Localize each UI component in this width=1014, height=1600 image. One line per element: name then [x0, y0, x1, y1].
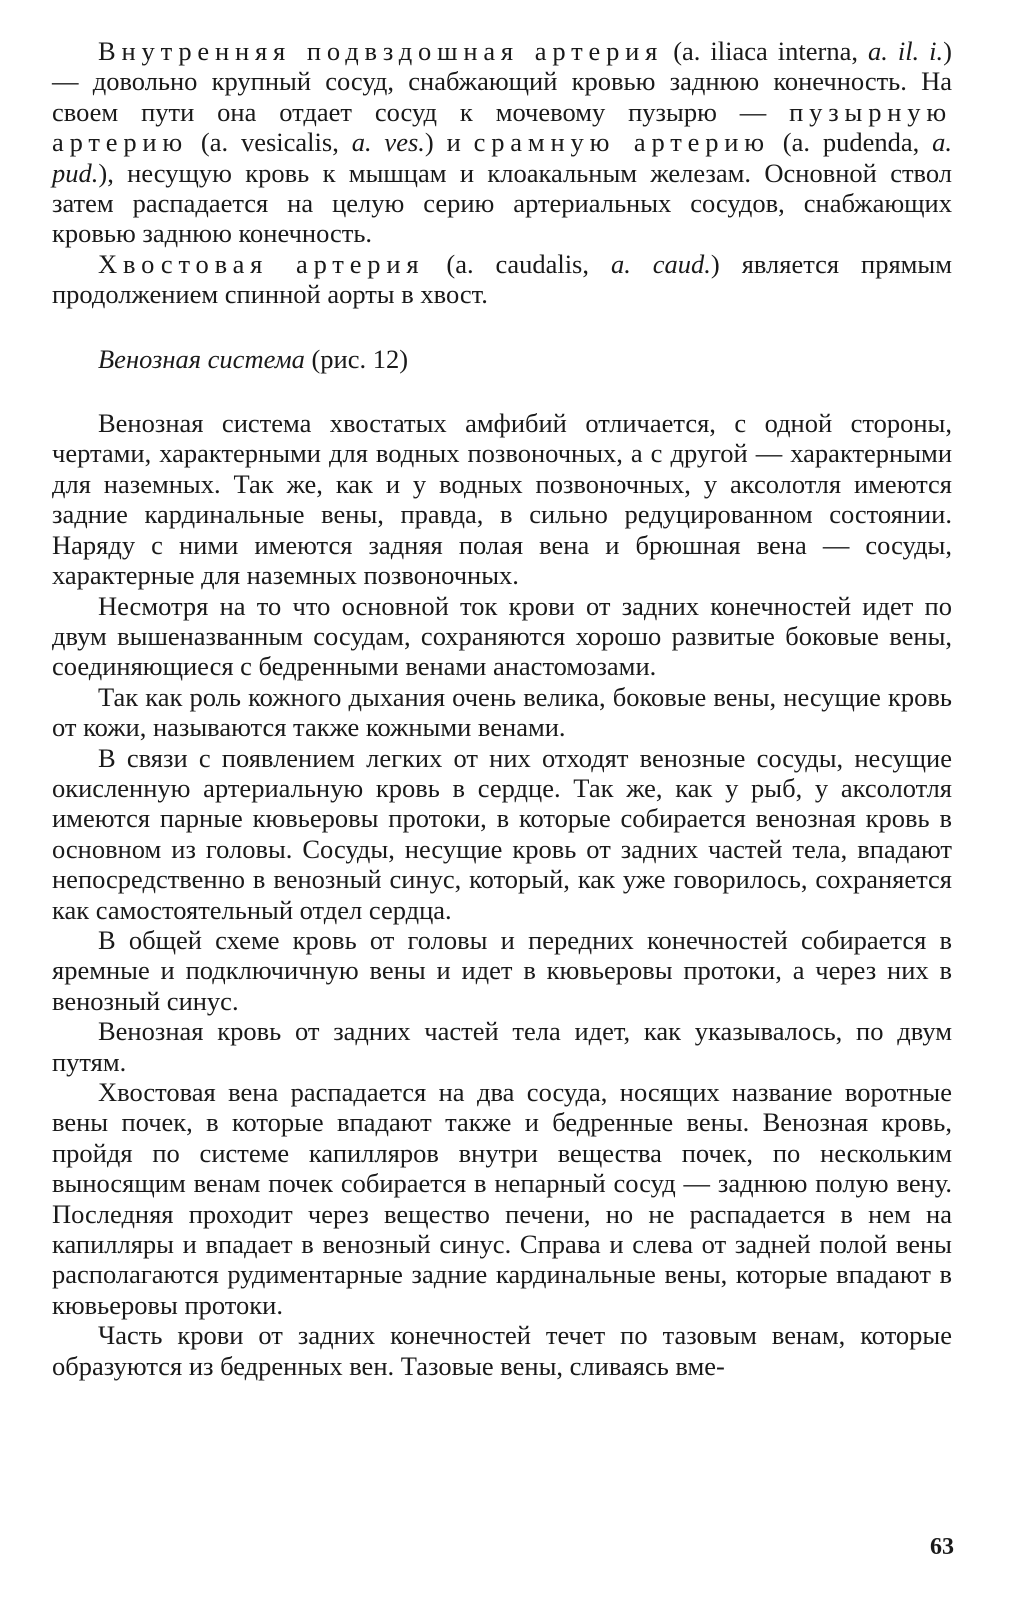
section-title: Венозная система: [98, 343, 305, 374]
paragraph-pelvic-veins: Часть крови от задних конечностей течет по тазовым венам, которые образуются из бедренных вен. Тазовые вены, сливаясь вме-: [52, 1320, 952, 1381]
paragraph-internal-iliac-artery: Внутренняя подвздошная артерия (a. iliaca interna, a. il. i.) — довольно крупный сосуд, снабжающий кровью заднюю конечность. На своем пути она отдает сосуд к мочевому пузырю — пузырную артерию (a. vesicalis, a. ves.) и срамную артерию (a. pudenda, a. pud.), несущую кровь к мышцам и клоакальным железам. Основной ствол затем распадается на целую серию артериальных сосудов, снабжающих кровью заднюю конечность.: [52, 36, 952, 249]
paragraph-caudal-artery: Хвостовая артерия (a. caudalis, a. caud.) является прямым продолжением спинной аорты в хвост.: [52, 248, 952, 310]
page-body: [52, 36, 952, 1381]
page-number: 63: [930, 1534, 954, 1560]
paragraph-caudal-vein: Хвостовая вена распадается на два сосуда, носящих название воротные вены почек, в которые впадают также и бедренные вены. Венозная кровь, пройдя по системе капилляров внутри вещества почек, по нескольким выносящим венам почек собирается в непарный сосуд — заднюю полую вену. Последняя проходит через вещество печени, но не распадается в нем на капилляры и впадает в венозный синус. Справа и слева от задней полой вены располагаются рудиментарные задние кардинальные вены, которые впадают в кювьеровы протоки.: [52, 1077, 952, 1320]
term-caudal-artery: Хвостовая артерия: [98, 248, 425, 279]
paragraph-pulmonary-veins: В связи с появлением легких от них отходят венозные сосуды, несущие окисленную артериальную кровь в сердце. Так же, как у рыб, у аксолотля имеются парные кювьеровы протоки, в которые собирается венозная кровь в основном из головы. Сосуды, несущие кровь от задних частей тела, впадают непосредственно в венозный синус, который, как уже говорилось, сохраняется как самостоятельный отдел сердца.: [52, 742, 952, 925]
figure-reference: (рис. 12): [304, 343, 409, 374]
paragraph-general-scheme: В общей схеме кровь от головы и передних конечностей собирается в яремные и подключичную вены и идет в кювьеровы протоки, а через них в венозный синус.: [52, 924, 952, 1016]
term-internal-iliac-artery: Внутренняя подвздошная артерия: [98, 36, 664, 66]
section-heading: [52, 344, 952, 374]
paragraph-lateral-veins: Несмотря на то что основной ток крови от задних конечностей идет по двум вышеназванным сосудам, сохраняются хорошо развитые боковые вены, соединяющиеся с бедренными венами анастомозами.: [52, 590, 952, 682]
term-pudendal-artery: срамную артерию: [473, 127, 770, 158]
paragraph-cutaneous-veins: Так как роль кожного дыхания очень велика, боковые вены, несущие кровь от кожи, называются также кожными венами.: [52, 681, 952, 743]
paragraph-venous-overview: Венозная система хвостатых амфибий отличается, с одной стороны, чертами, характерными для водных позвоночных, а с другой — характерными для наземных. Так же, как и у водных позвоночных, у аксолотля имеются задние кардинальные вены, правда, в сильно редуцированном состоянии. Наряду с ними имеются задняя полая вена и брюшная вена — сосуды, характерные для наземных позвоночных.: [52, 408, 952, 591]
paragraph-two-paths: Венозная кровь от задних частей тела идет, как указывалось, по двум путям.: [52, 1016, 952, 1077]
term-vesical-artery: пузырную артерию: [52, 96, 952, 158]
